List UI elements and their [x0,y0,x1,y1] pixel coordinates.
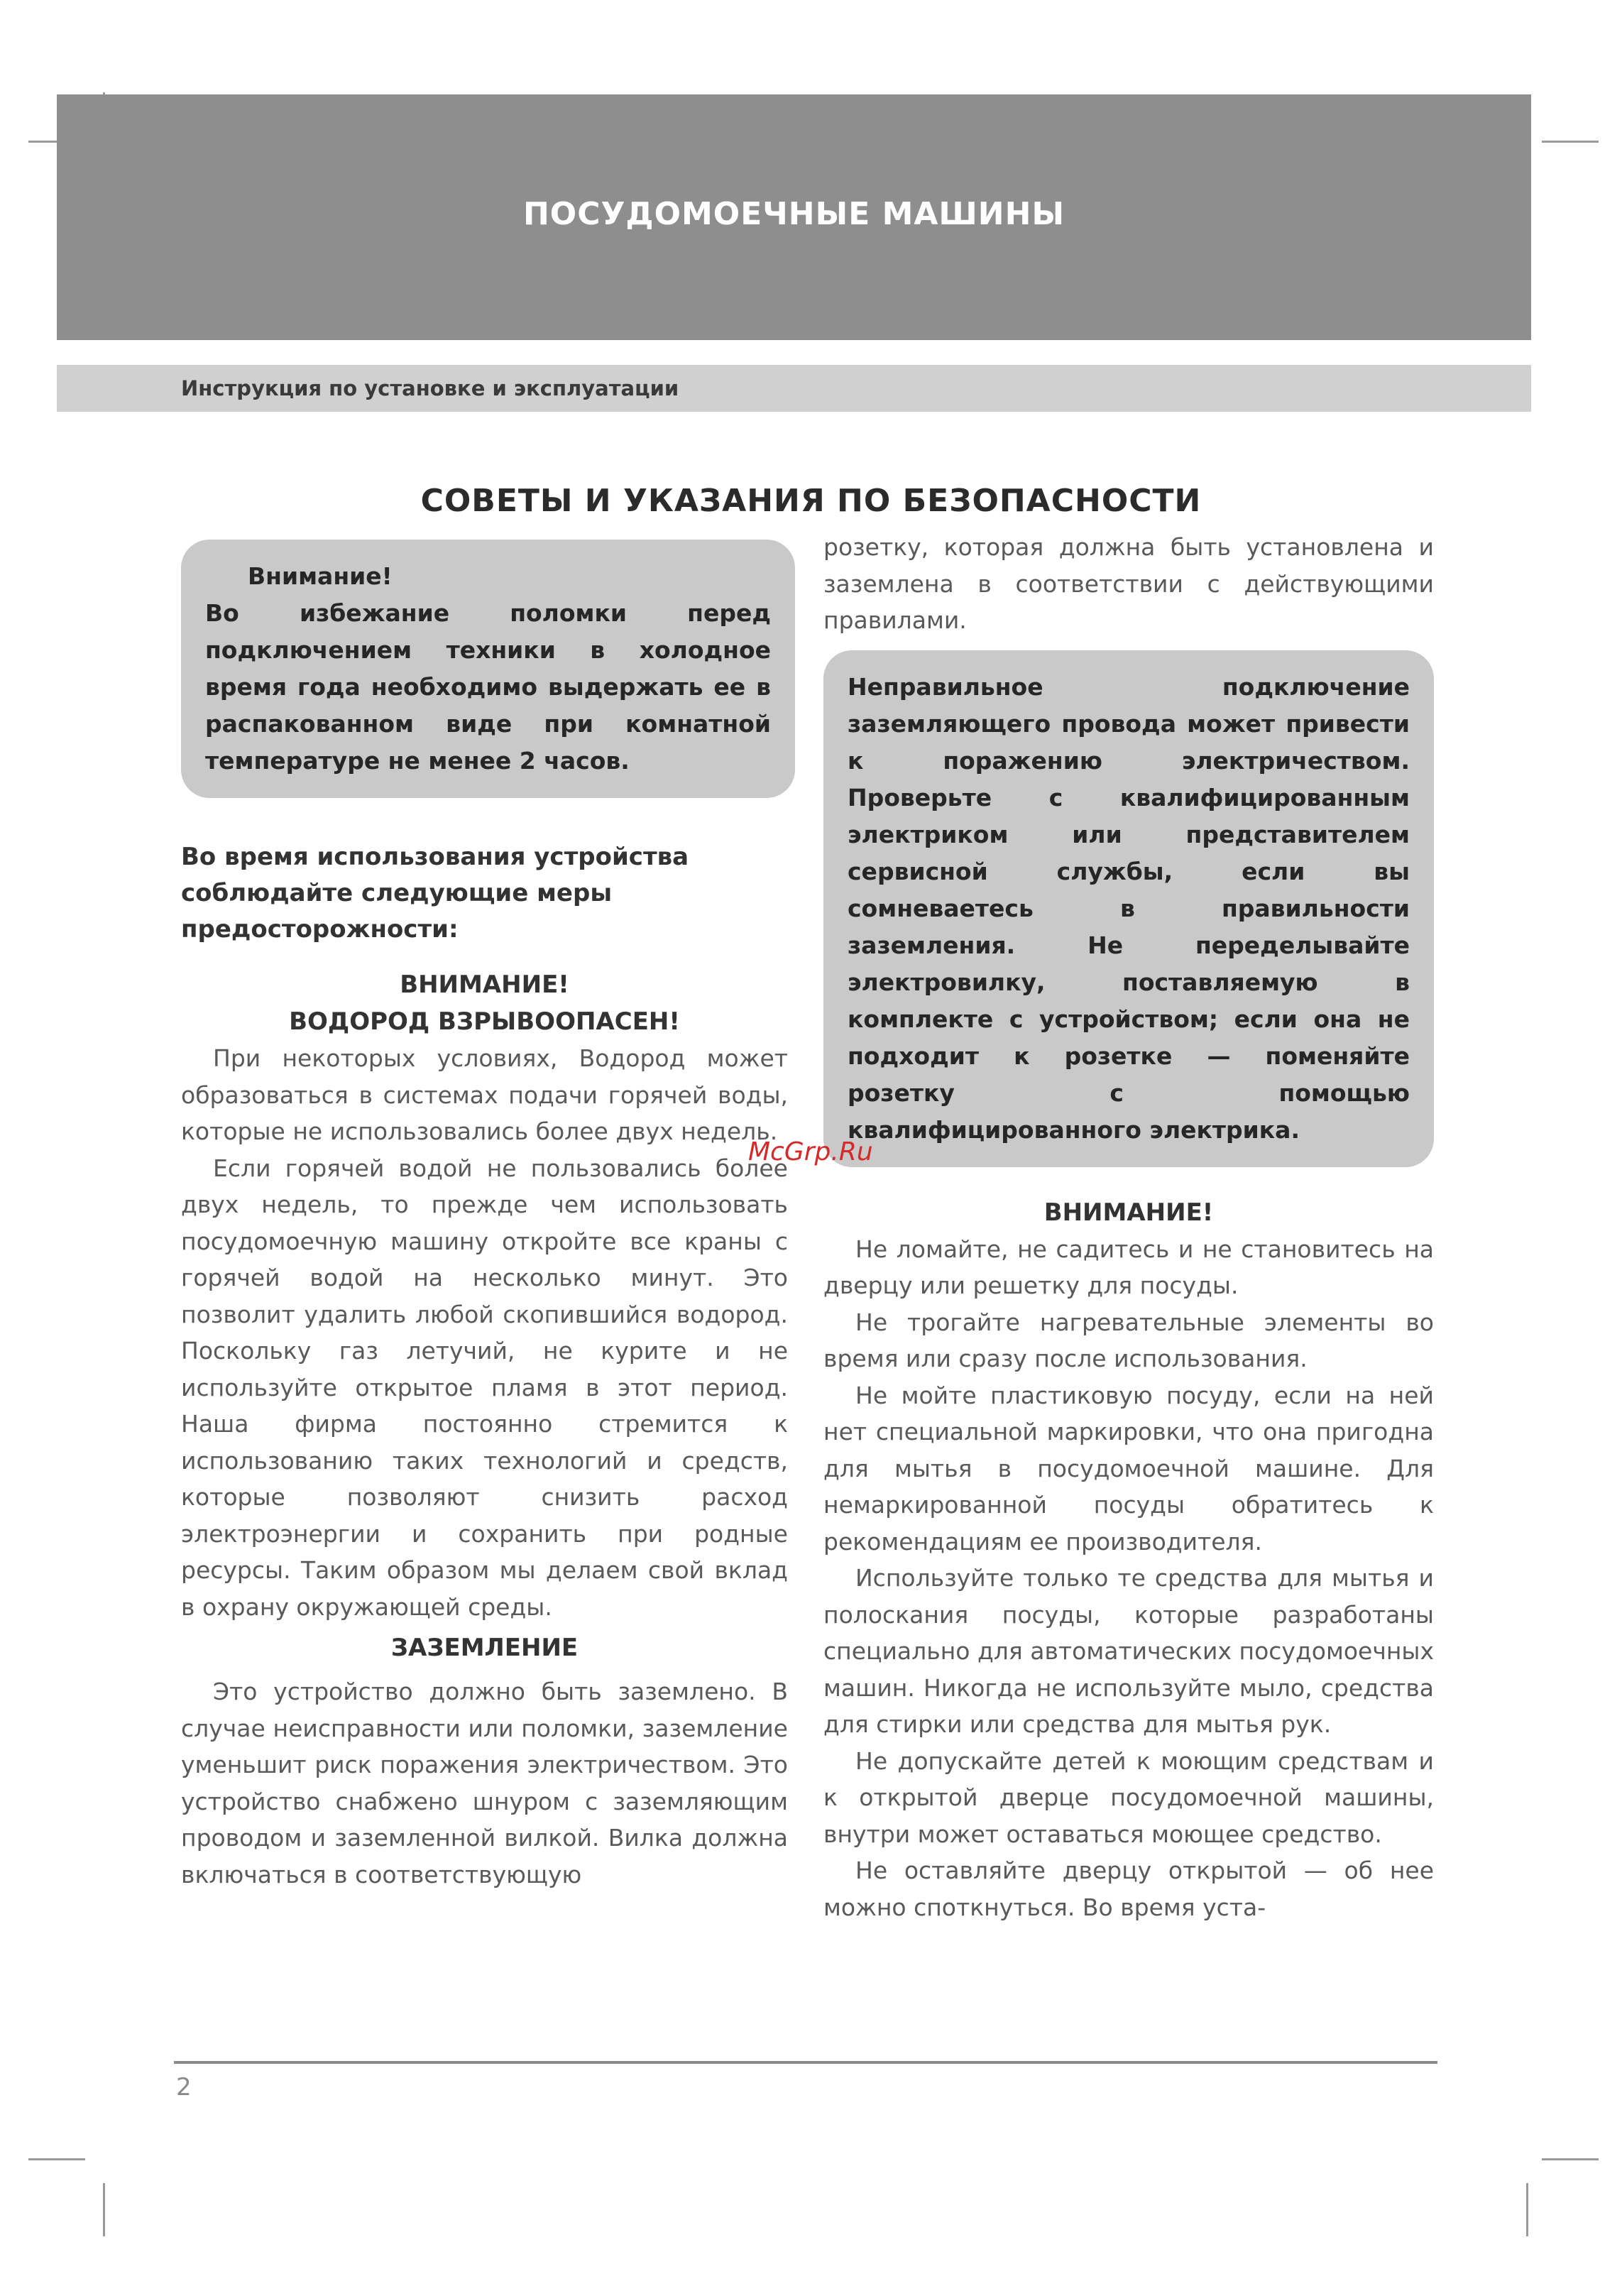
notice-text: Во избежание поломки перед подключением техники в холодное время года необходимо выдержать ее в распакованном виде при комнатной температуре не менее 2 часов. [205,599,771,775]
attention-heading: ВНИМАНИЕ! [1043,1198,1214,1227]
safety-paragraph-6: Не оставляйте дверцу открытой — об нее можно споткнуться. Во время уста- [823,1857,1434,1921]
watermark-link[interactable]: McGrp.Ru [748,1137,873,1166]
header-band [57,94,1531,340]
hydrogen-paragraph-1: При некоторых условиях, Водород может образоваться в системах подачи горячей воды, которые не использовались более двух недель. [181,1044,788,1145]
notice-box [181,540,795,798]
safety-paragraph-2: Не трогайте нагревательные элементы во время или сразу после использования. [823,1308,1434,1372]
grounding-heading: ЗАЗЕМЛЕНИЕ [390,1634,579,1662]
safety-paragraph-5: Не допускайте детей к моющим средствам и к открытой дверце посудомоечной машины, внутри может оставаться моющее средство. [823,1746,1434,1848]
grounding-paragraph: Это устройство должно быть заземлено. В случае неисправности или поломки, заземление уменьшит риск поражения электричеством. Это устройство снабжено шнуром с заземляющим проводом и заземленной вилкой. Вилка должна включаться в соответствующую [181,1678,788,1888]
right-column [823,529,1434,1925]
hydrogen-heading-1: ВНИМАНИЕ! [400,971,569,999]
left-column [181,540,788,1893]
subheader-band [57,365,1531,412]
right-continuation: розетку, которая должна быть установлена и заземлена в соответствии с действующими правилами. [823,533,1434,634]
usage-intro: Во время использования устройства соблюдайте следующие меры предосторожности: [181,843,689,944]
footer-rule [174,2061,1437,2064]
grounding-warning-box [823,650,1434,1167]
safety-paragraph-4: Используйте только те средства для мытья и полоскания посуды, которые разработаны специально для автоматических посудомоечных машин. Никогда не используйте мыло, средства для стирки или средства для мытья рук. [823,1564,1434,1738]
crop-mark [1542,2158,1599,2160]
hydrogen-paragraph-2: Если горячей водой не пользовались более двух недель, то прежде чем использовать посудомоечную машину откройте все краны с горячей водой на несколько минут. Это позволит удалить любой скопившийся водород. Поскольку газ летучий, не курите и не используйте открытое пламя в этот период. Наша фирма постоянно стремится к использованию таких технологий и средств, которые позволяют снизить расход электроэнергии и сохранить при родные ресурсы. Таким образом мы делаем свой вклад в охрану окружающей среды. [181,1154,788,1621]
subheader-text: Инструкция по установке и эксплуатации [181,376,679,400]
safety-paragraph-3: Не мойте пластиковую посуду, если на ней нет специальной маркировки, что она пригодна для мытья в посудомоечной машине. Для немаркированной посуды обратитесь к рекомендациям ее производителя. [823,1381,1434,1556]
safety-paragraph-1: Не ломайте, не садитесь и не становитесь на дверцу или решетку для посуды. [823,1235,1434,1299]
grounding-warning-text: Неправильное подключение заземляющего провода может привести к поражению электричеством. Проверьте с квалифицированным электриком или представителем сервисной службы, если вы сомневаетесь в правильности заземления. Не переделывайте электровилку, поставляемую в комплекте с устройством; если она не подходит к розетке — поменяйте розетку с помощью квалифицированного электрика. [848,672,1410,1144]
crop-mark [28,2158,85,2160]
page-number: 2 [176,2073,192,2101]
crop-mark [103,2183,105,2236]
crop-mark [1526,2183,1528,2236]
notice-label: Внимание! [248,562,393,590]
crop-mark [1542,141,1599,143]
section-title: СОВЕТЫ И УКАЗАНИЯ ПО БЕЗОПАСНОСТИ [420,483,1202,519]
header-title: ПОСУДОМОЕЧНЫЕ МАШИНЫ [522,195,1065,232]
hydrogen-heading-2: ВОДОРОД ВЗРЫВООПАСЕН! [289,1007,680,1036]
